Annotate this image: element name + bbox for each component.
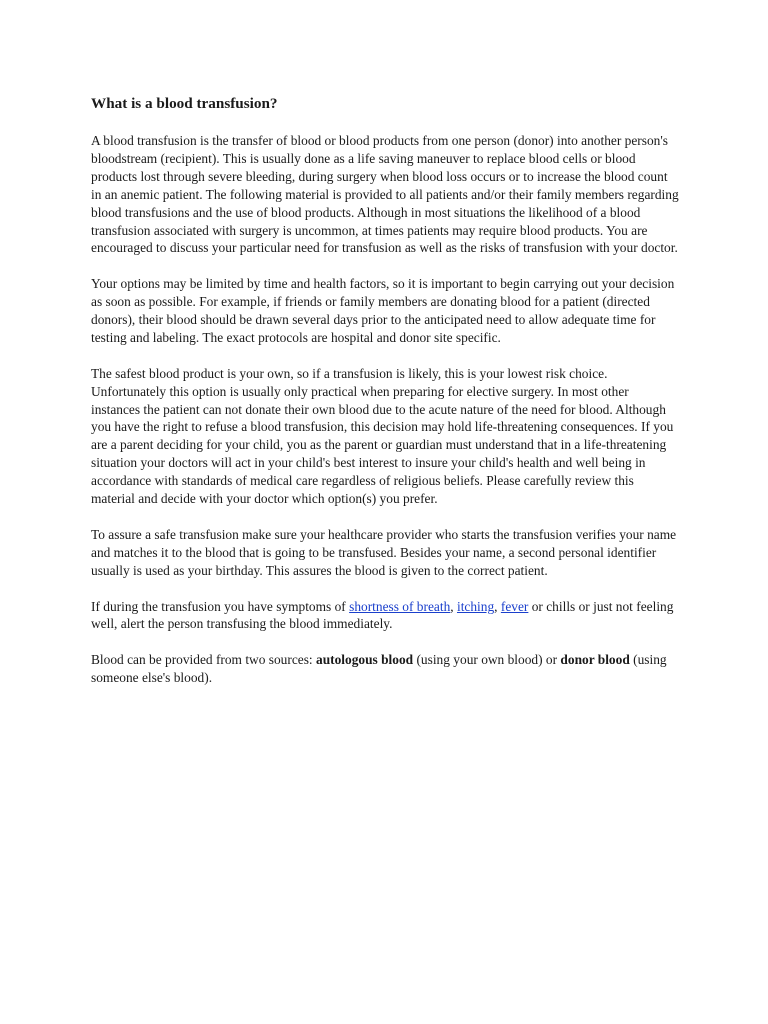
sources-intro-text: Blood can be provided from two sources: <box>91 652 316 668</box>
sources-middle-text: (using your own blood) or <box>413 652 561 668</box>
paragraph-symptoms <box>91 598 681 634</box>
paragraph-intro: A blood transfusion is the transfer of blood or blood products from one person (donor) into another person's bloodstream (recipient). This is usually done as a life saving maneuver to replace blood cells or blood products lost through severe bleeding, during surgery when blood loss occurs or to increase the blood count in an anemic patient. The following material is provided to all patients and/or their family members regarding blood transfusions and the use of blood products. Although in most situations the likelihood of a blood transfusion associated with surgery is uncommon, at times patients may require blood products. You are encouraged to discuss your particular need for transfusion as well as the risks of transfusion with your doctor. <box>91 133 679 256</box>
donor-blood-term: donor blood <box>560 652 630 668</box>
paragraph-blood-sources <box>91 651 681 687</box>
autologous-blood-term: autologous blood <box>316 652 414 668</box>
symptoms-separator-2: , <box>494 598 501 614</box>
paragraph-safest-product: The safest blood product is your own, so if a transfusion is likely, this is your lowest risk choice. Unfortunately this option is usually only practical when preparing for elective surgery. In most other instances the patient can not donate their own blood due to the acute nature of the need for blood. Although you have the right to refuse a blood transfusion, this decision may hold life-threatening consequences. If you are a parent deciding for your child, you as the parent or guardian must understand that in a life-threatening situation your doctors will act in your child's best interest to insure your child's health and well being in accordance with standards of medical care regardless of religious beliefs. Please carefully review this material and decide with your doctor which option(s) you prefer. <box>91 365 674 507</box>
paragraph-safe-transfusion: To assure a safe transfusion make sure your healthcare provider who starts the transfusion verifies your name and matches it to the blood that is going to be transfused. Besides your name, a second personal identifier usually is used as your birthday. This assures the blood is given to the correct patient. <box>91 526 677 578</box>
symptoms-separator-1: , <box>450 598 457 614</box>
page-title: What is a blood transfusion? <box>91 95 278 112</box>
symptoms-outro-text: or chills or just not feeling well, alert the person transfusing the blood immediately. <box>91 598 674 632</box>
symptoms-intro-text: If during the transfusion you have symptoms of <box>91 598 350 614</box>
paragraph-options: Your options may be limited by time and health factors, so it is important to begin carrying out your decision as soon as possible. For example, if friends or family members are donating blood for a patient (directed donors), their blood should be drawn several days prior to the anticipated need to allow adequate time for testing and labeling. The exact protocols are hospital and donor site specific. <box>91 276 675 345</box>
itching-link[interactable]: itching <box>456 598 495 614</box>
document-body <box>91 94 681 705</box>
shortness-of-breath-link[interactable]: shortness of breath <box>349 598 451 614</box>
sources-outro-text: (using someone else's blood). <box>91 652 667 686</box>
fever-link[interactable]: fever <box>500 598 529 614</box>
